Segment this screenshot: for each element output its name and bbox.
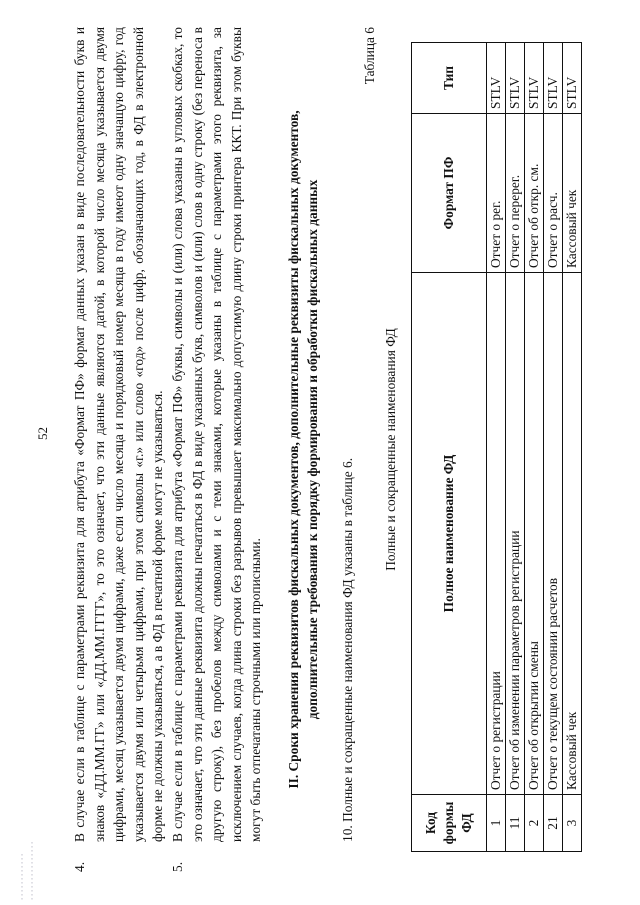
cell-full-name: Отчет об изменении параметров регистрации xyxy=(505,273,524,795)
cell-type: STLV xyxy=(505,43,524,114)
paragraph-text: В случае если в таблице с параметрами реквизита для атрибута «Формат ПФ» буквы, символы и (или) слова указаны в угловых скобках, то это означает, что эти данные реквизита должны печататься в ФД в виде указанных букв, символов и (или) слов в одну строку (без переноса в другую строку), без пробелов между символами и с теми знаками, которые указаны в таблице с параметрами этого реквизита, за исключением случаев, когда длина строки без разрывов превышает максимально допустимую длину строки принтера ККТ. При этом буквы могут быть отпечатаны строчными или прописными. xyxy=(169,27,264,842)
document-body xyxy=(70,27,630,872)
cell-type: STLV xyxy=(562,43,581,114)
section-title: II. Сроки хранения реквизитов фискальных документов, дополнительные реквизиты фискальных документов, дополнительные требования к порядку формирования и обработки фискальных данных xyxy=(285,110,320,789)
page-number: 52 xyxy=(35,427,50,440)
cell-full-name: Отчет о текущем состоянии расчетов xyxy=(543,273,562,795)
cell-type: STLV xyxy=(486,43,505,114)
registration-stamp-watermark: · · · · · · · · · · · · · · · · · · · · · · · · · · · xyxy=(18,842,37,900)
table-row xyxy=(562,43,581,852)
header-full-name: Полное наименование ФД xyxy=(411,273,486,795)
table-caption: Полные и сокращенные наименования ФД xyxy=(383,328,399,571)
cell-full-name: Отчет об открытии смены xyxy=(524,273,543,795)
cell-code: 2 xyxy=(524,795,543,852)
cell-format: Отчет об откр. см. xyxy=(524,114,543,273)
paragraph-text: В случае если в таблице с параметрами реквизита для атрибута «Формат ПФ» формат данных указан в виде последовательности букв и знаков «ДД.ММ.ГГ» или «ДД.ММ.ГГГГ», то это означает, что эти данные являются датой, в которой число месяца указывается двумя цифрами, месяц указывается двумя цифрами, даже если число месяца и порядковый номер месяца в году имеют одну значащую цифру, год указывается двумя или четырьмя цифрами, при этом символы «г.» или слово «год» после цифр, обозначающих год, в ФД в электронной форме не должны указываться, а в ФД в печатной форме могут не указываться. xyxy=(72,27,166,842)
table-row xyxy=(486,43,505,852)
cell-type: STLV xyxy=(524,43,543,114)
table-label: Таблица 6 xyxy=(361,27,377,85)
intro-paragraph: 10. Полные и сокращенные наименования ФД указаны в таблице 6. xyxy=(339,457,355,842)
cell-code: 21 xyxy=(543,795,562,852)
cell-code: 3 xyxy=(562,795,581,852)
table-row xyxy=(524,43,543,852)
paragraph-number: 4. xyxy=(72,861,87,872)
cell-full-name: Отчет о регистрации xyxy=(486,273,505,795)
paragraph-number: 5. xyxy=(169,861,185,872)
table-header-row xyxy=(411,43,486,852)
paragraph-4 xyxy=(70,27,168,872)
cell-full-name: Кассовый чек xyxy=(562,273,581,795)
cell-format: Отчет о рег. xyxy=(486,114,505,273)
header-type: Тип xyxy=(411,43,486,114)
cell-type: STLV xyxy=(543,43,562,114)
header-code: Код формы ФД xyxy=(411,795,486,852)
cell-code: 11 xyxy=(505,795,524,852)
cell-format: Кассовый чек xyxy=(562,114,581,273)
cell-format: Отчет о перерег. xyxy=(505,114,524,273)
header-format: Формат ПФ xyxy=(411,114,486,273)
cell-format: Отчет о расч. xyxy=(543,114,562,273)
table-row xyxy=(505,43,524,852)
paragraph-5 xyxy=(168,27,266,872)
cell-code: 1 xyxy=(486,795,505,852)
table-row xyxy=(543,43,562,852)
fd-names-table xyxy=(411,42,582,852)
